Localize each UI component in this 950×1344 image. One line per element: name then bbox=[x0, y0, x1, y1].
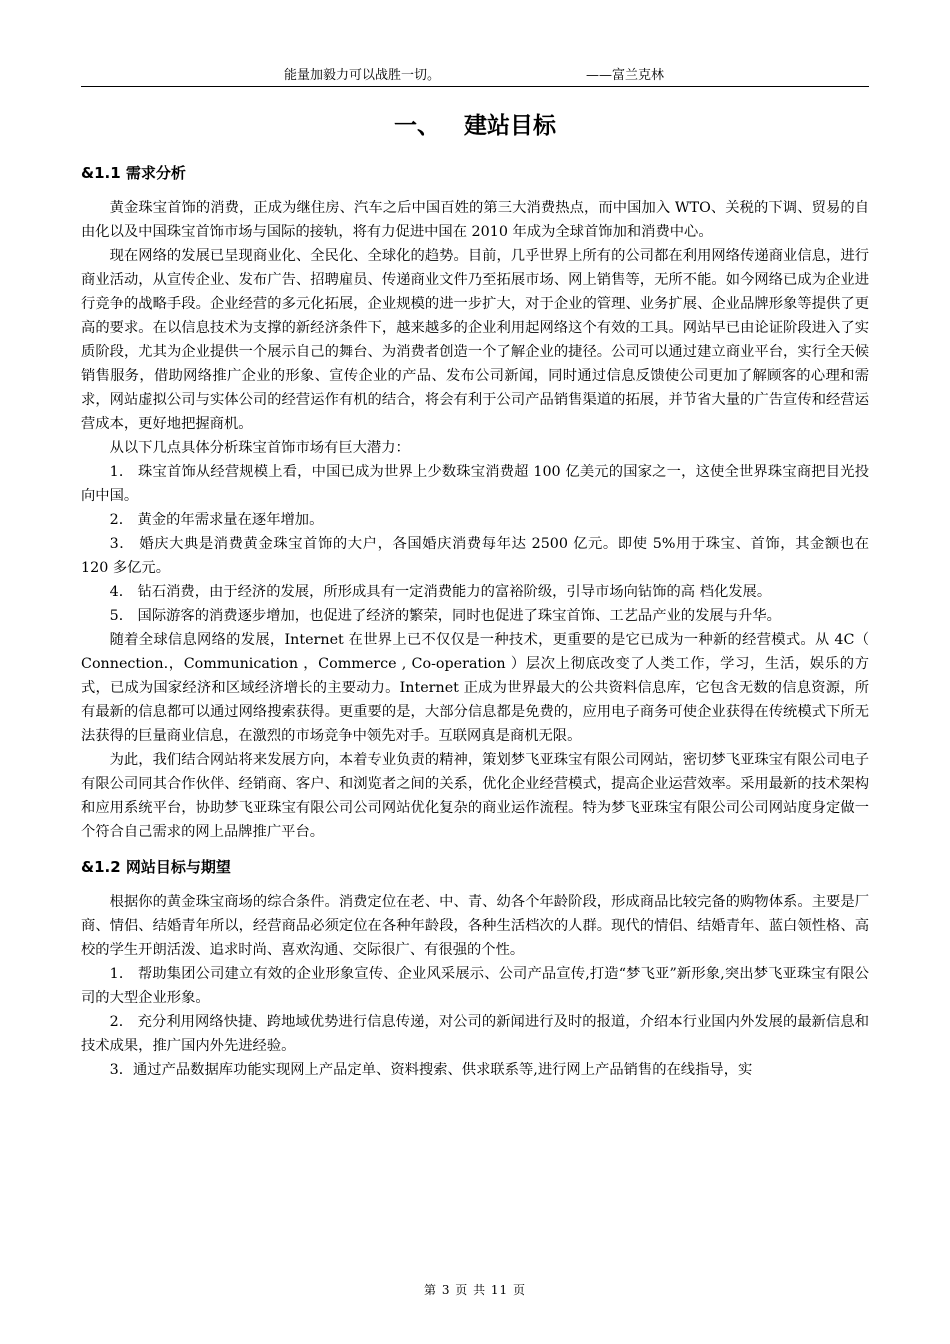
header-quote: 能量加毅力可以战胜一切。 bbox=[284, 68, 441, 83]
section-heading-goals: &1.2 网站目标与期望 bbox=[81, 858, 231, 876]
paragraph: 随着全球信息网络的发展，Internet 在世界上已不仅仅是一种技术，更重要的是它已成为一种新的经营模式。从 4C（ Connection.，Communication ，Commerce , Co-operation ）层次上彻底改变了人类工作，学习，生活，娱乐的方式，已成为国家经济和区域经济增长的主要动力。Internet 正成为世界最大的公共资料信息库，它包含无数的信息资源，所有最新的信息都可以通过网络搜索获得。更重要的是，大部分信息都是免费的，应用电子商务可使企业获得在传统模式下所无法获得的巨量商业信息，在激烈的市场竞争中领先对手。互联网真是商机无限。 bbox=[81, 632, 869, 744]
paragraph: 黄金珠宝首饰的消费，正成为继住房、汽车之后中国百姓的第三大消费热点，而中国加入 WTO、关税的下调、贸易的自由化以及中国珠宝首饰市场与国际的接轨，将有力促进中国在 2010 年成为全球首饰加和消费中心。 bbox=[81, 200, 869, 240]
chapter-title-text: 建站目标 bbox=[464, 113, 556, 139]
list-item: 2． 黄金的年需求量在逐年增加。 bbox=[109, 512, 324, 528]
list-item: 5． 国际游客的消费逐步增加，也促进了经济的繁荣，同时也促进了珠宝首饰、工艺品产业的发展与升华。 bbox=[109, 608, 781, 624]
page-header bbox=[81, 66, 869, 87]
list-item: 3．通过产品数据库功能实现网上产品定单、资料搜索、供求联系等,进行网上产品销售的在线指导，实 bbox=[109, 1062, 753, 1078]
paragraph: 从以下几点具体分析珠宝首饰市场有巨大潜力： bbox=[109, 440, 410, 456]
list-item: 2． 充分利用网络快捷、跨地域优势进行信息传递，对公司的新闻进行及时的报道，介绍本行业国内外发展的最新信息和技术成果，推广国内外先进经验。 bbox=[81, 1014, 869, 1054]
list-item: 4． 钻石消费，由于经济的发展，所形成具有一定消费能力的富裕阶级，引导市场向钻饰的高 档化发展。 bbox=[109, 584, 772, 600]
paragraph: 为此，我们结合网站将来发展方向，本着专业负责的精神，策划梦飞亚珠宝有限公司网站，密切梦飞亚珠宝有限公司电子有限公司同其合作伙伴、经销商、客户、和浏览者之间的关系，优化企业经营模式，提高企业运营效率。采用最新的技术架构和应用系统平台，协助梦飞亚珠宝有限公司公司网站优化复杂的商业运作流程。特为梦飞亚珠宝有限公司公司网站度身定做一个符合自己需求的网上品牌推广平台。 bbox=[81, 752, 869, 840]
document-body bbox=[81, 160, 869, 1082]
paragraph: 根据你的黄金珠宝商场的综合条件。消费定位在老、中、青、幼各个年龄阶段，形成商品比较完备的购物体系。主要是厂商、情侣、结婚青年所以，经营商品必须定位在各种年龄段，各种生活档次的人群。现代的情侣、结婚青年、蓝白领性格、高校的学生开朗活泼、追求时尚、喜欢沟通、交际很广、有很强的个性。 bbox=[81, 894, 869, 958]
chapter-title bbox=[0, 108, 950, 144]
list-item: 3． 婚庆大典是消费黄金珠宝首饰的大户，各国婚庆消费每年达 2500 亿元。即使 5%用于珠宝、首饰，其金额也在 120 多亿元。 bbox=[81, 536, 869, 576]
paragraph: 现在网络的发展已呈现商业化、全民化、全球化的趋势。目前，几乎世界上所有的公司都在利用网络传递商业信息，进行商业活动，从宣传企业、发布广告、招聘雇员、传递商业文件乃至拓展市场、网上销售等，无所不能。如今网络已成为企业进行竞争的战略手段。企业经营的多元化拓展，企业规模的进一步扩大，对于企业的管理、业务扩展、企业品牌形象等提供了更高的要求。在以信息技术为支撑的新经济条件下，越来越多的企业利用起网络这个有效的工具。网站早已由论证阶段进入了实质阶段，尤其为企业提供一个展示自己的舞台、为消费者创造一个了解企业的捷径。公司可以通过建立商业平台，实行全天候销售服务，借助网络推广企业的形象、宣传企业的产品、发布公司新闻，同时通过信息反馈使公司更加了解顾客的心理和需求，网站虚拟公司与实体公司的经营运作有机的结合，将会有利于公司产品销售渠道的拓展，并节省大量的广告宣传和经营运营成本，更好地把握商机。 bbox=[81, 248, 869, 432]
list-item: 1． 帮助集团公司建立有效的企业形象宣传、企业风采展示、公司产品宣传,打造“梦飞亚”新形象,突出梦飞亚珠宝有限公司的大型企业形象。 bbox=[81, 966, 869, 1006]
section-heading-requirements: &1.1 需求分析 bbox=[81, 164, 186, 182]
page-footer: 第 3 页 共 11 页 bbox=[424, 1283, 526, 1297]
chapter-number: 一、 bbox=[394, 113, 440, 139]
header-author: ——富兰克林 bbox=[586, 68, 665, 83]
list-item: 1． 珠宝首饰从经营规模上看，中国已成为世界上少数珠宝消费超 100 亿美元的国家之一，这使全世界珠宝商把目光投向中国。 bbox=[81, 464, 869, 504]
